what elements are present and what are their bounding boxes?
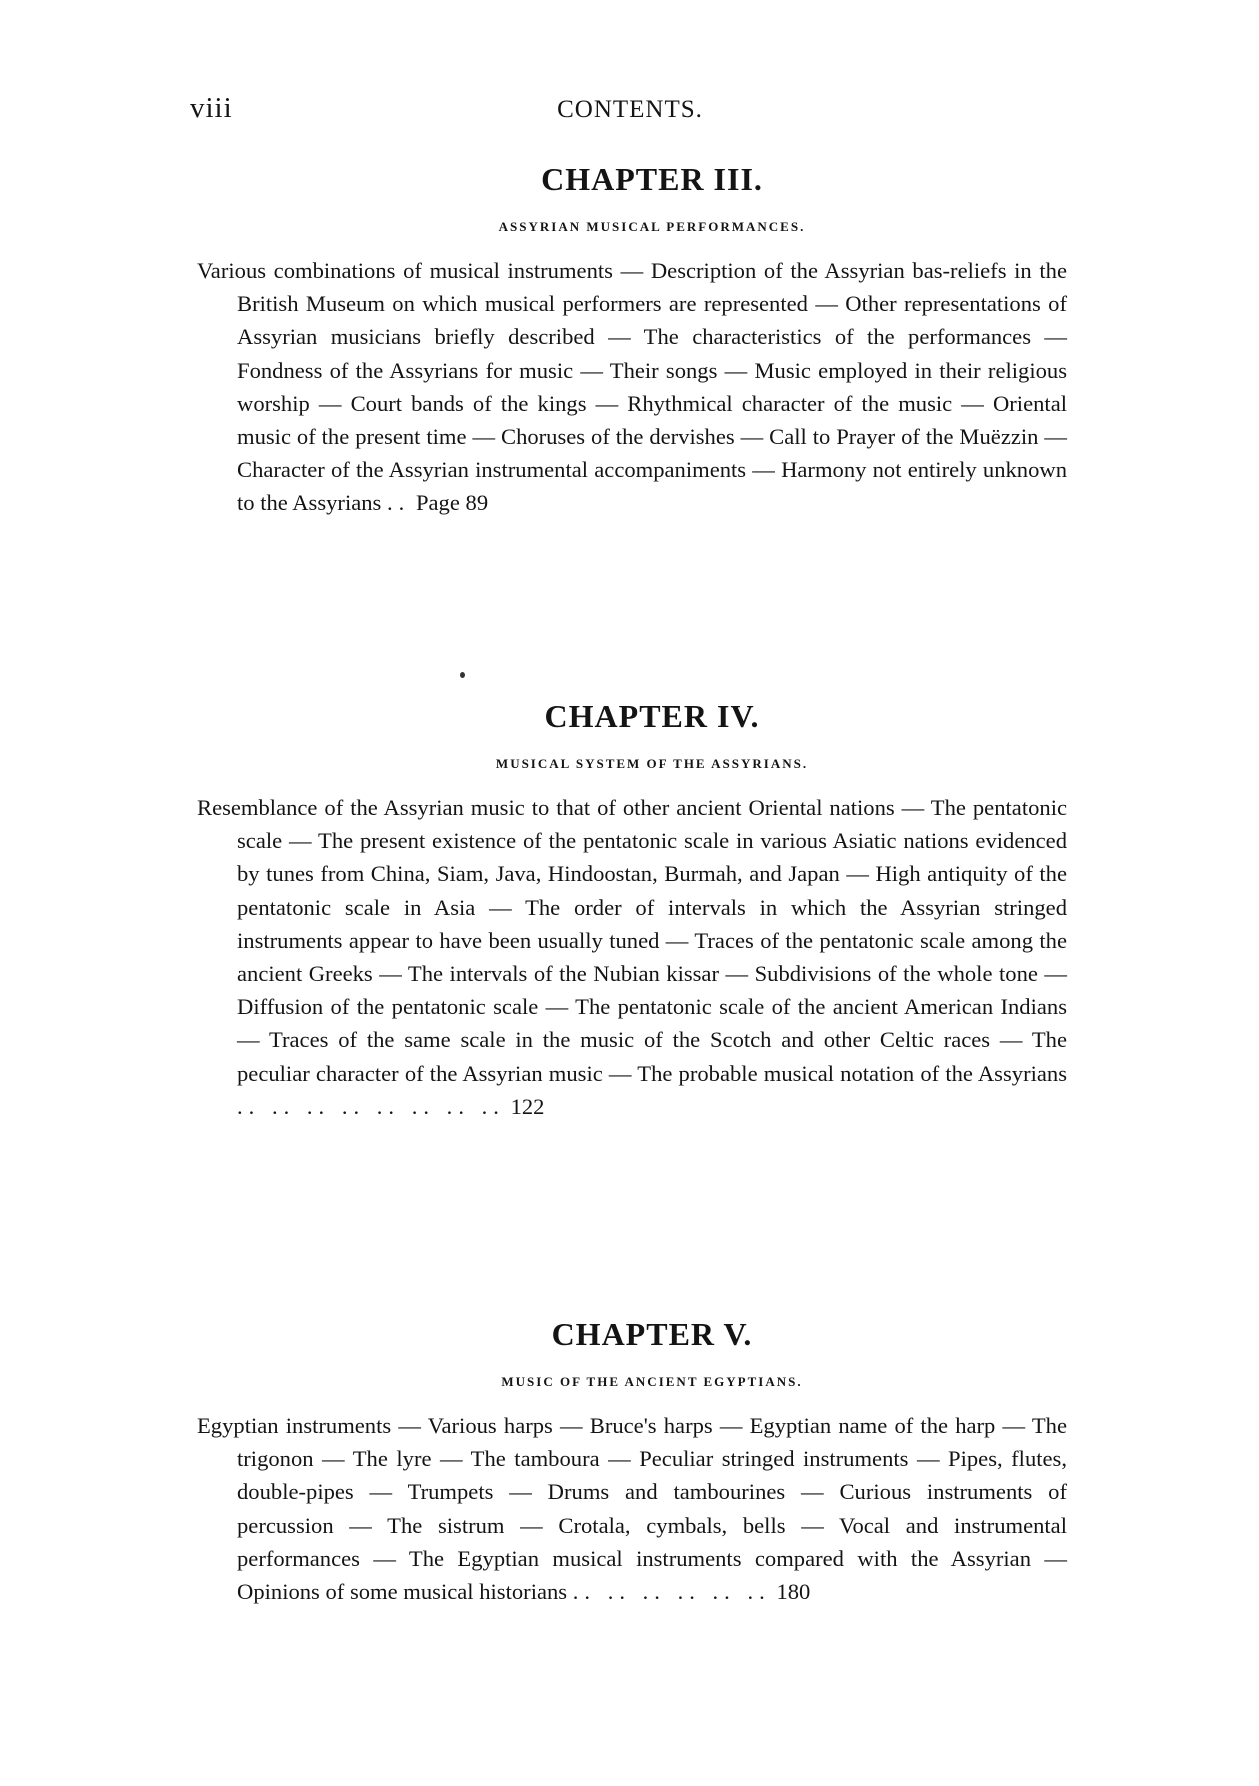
ink-speck — [460, 672, 465, 678]
running-title: CONTENTS. — [557, 96, 703, 123]
dot-leaders: .. — [387, 490, 411, 516]
dot-leaders: .. .. .. .. .. .. — [572, 1579, 771, 1605]
dot-leaders: .. .. .. .. .. .. .. .. — [237, 1093, 505, 1119]
page-folio: viii — [190, 92, 233, 124]
page-reference — [387, 490, 488, 515]
chapter-subtitle: MUSICAL SYSTEM OF THE ASSYRIANS. — [495, 756, 809, 771]
summary-text: Egyptian instruments — Various harps — Bruce's harps — Egyptian name of the harp — The trigonon — The lyre — The tamboura — Peculiar stringed instruments — Pipes, flutes, double-pipes — Trumpets — Drums and tambourines — Curious instruments of percussion — The sistrum — Crotala, cymbals, bells — Vocal and instrumental performances — The Egyptian musical instruments compared with the Assyrian — Opinions of some musical historians — [197, 1413, 1067, 1605]
chapter-4-entry — [0, 697, 1259, 1123]
page-label: Page — [415, 490, 460, 516]
chapter-subtitle: MUSIC OF THE ANCIENT EGYPTIANS. — [501, 1374, 803, 1389]
chapter-5-entry — [0, 1315, 1259, 1608]
running-head — [190, 92, 1070, 132]
chapter-summary — [197, 254, 1067, 520]
chapter-number: CHAPTER V. — [551, 1316, 753, 1352]
page-number: 122 — [510, 1093, 545, 1119]
chapter-summary — [197, 791, 1067, 1123]
page-reference — [237, 1094, 544, 1119]
chapter-number: CHAPTER IV. — [544, 698, 760, 734]
page-number: 180 — [776, 1579, 811, 1605]
chapter-summary — [197, 1409, 1067, 1608]
chapter-number: CHAPTER III. — [541, 161, 763, 197]
chapter-subtitle: ASSYRIAN MUSICAL PERFORMANCES. — [498, 219, 806, 234]
summary-text: Resemblance of the Assyrian music to that of other ancient Oriental nations — The pentatonic scale — The present existence of the pentatonic scale in various Asiatic nations evidenced by tunes from China, Siam, Java, Hindoostan, Burmah, and Japan — High antiquity of the pentatonic scale in Asia — The order of intervals in which the Assyrian stringed instruments appear to have been usually tuned — Traces of the pentatonic scale among the ancient Greeks — The intervals of the Nubian kissar — Subdivisions of the whole tone — Diffusion of the pentatonic scale — The pentatonic scale of the ancient American Indians — Traces of the same scale in the music of the Scotch and other Celtic races — The peculiar character of the Assyrian music — The probable musical notation of the Assyrians — [197, 795, 1067, 1086]
summary-text: Various combinations of musical instruments — Description of the Assyrian bas-reliefs in the British Museum on which musical performers are represented — Other representations of Assyrian musicians briefly described — The characteristics of the performances — Fondness of the Assyrians for music — Their songs — Music employed in their religious worship — Court bands of the kings — Rhythmical character of the music — Oriental music of the present time — Choruses of the dervishes — Call to Prayer of the Muëzzin — Character of the Assyrian instrumental accompaniments — Harmony not entirely unknown to the Assyrians — [197, 258, 1067, 516]
page-number: 89 — [465, 490, 489, 516]
page-reference — [573, 1579, 811, 1604]
chapter-3-entry — [0, 160, 1259, 520]
